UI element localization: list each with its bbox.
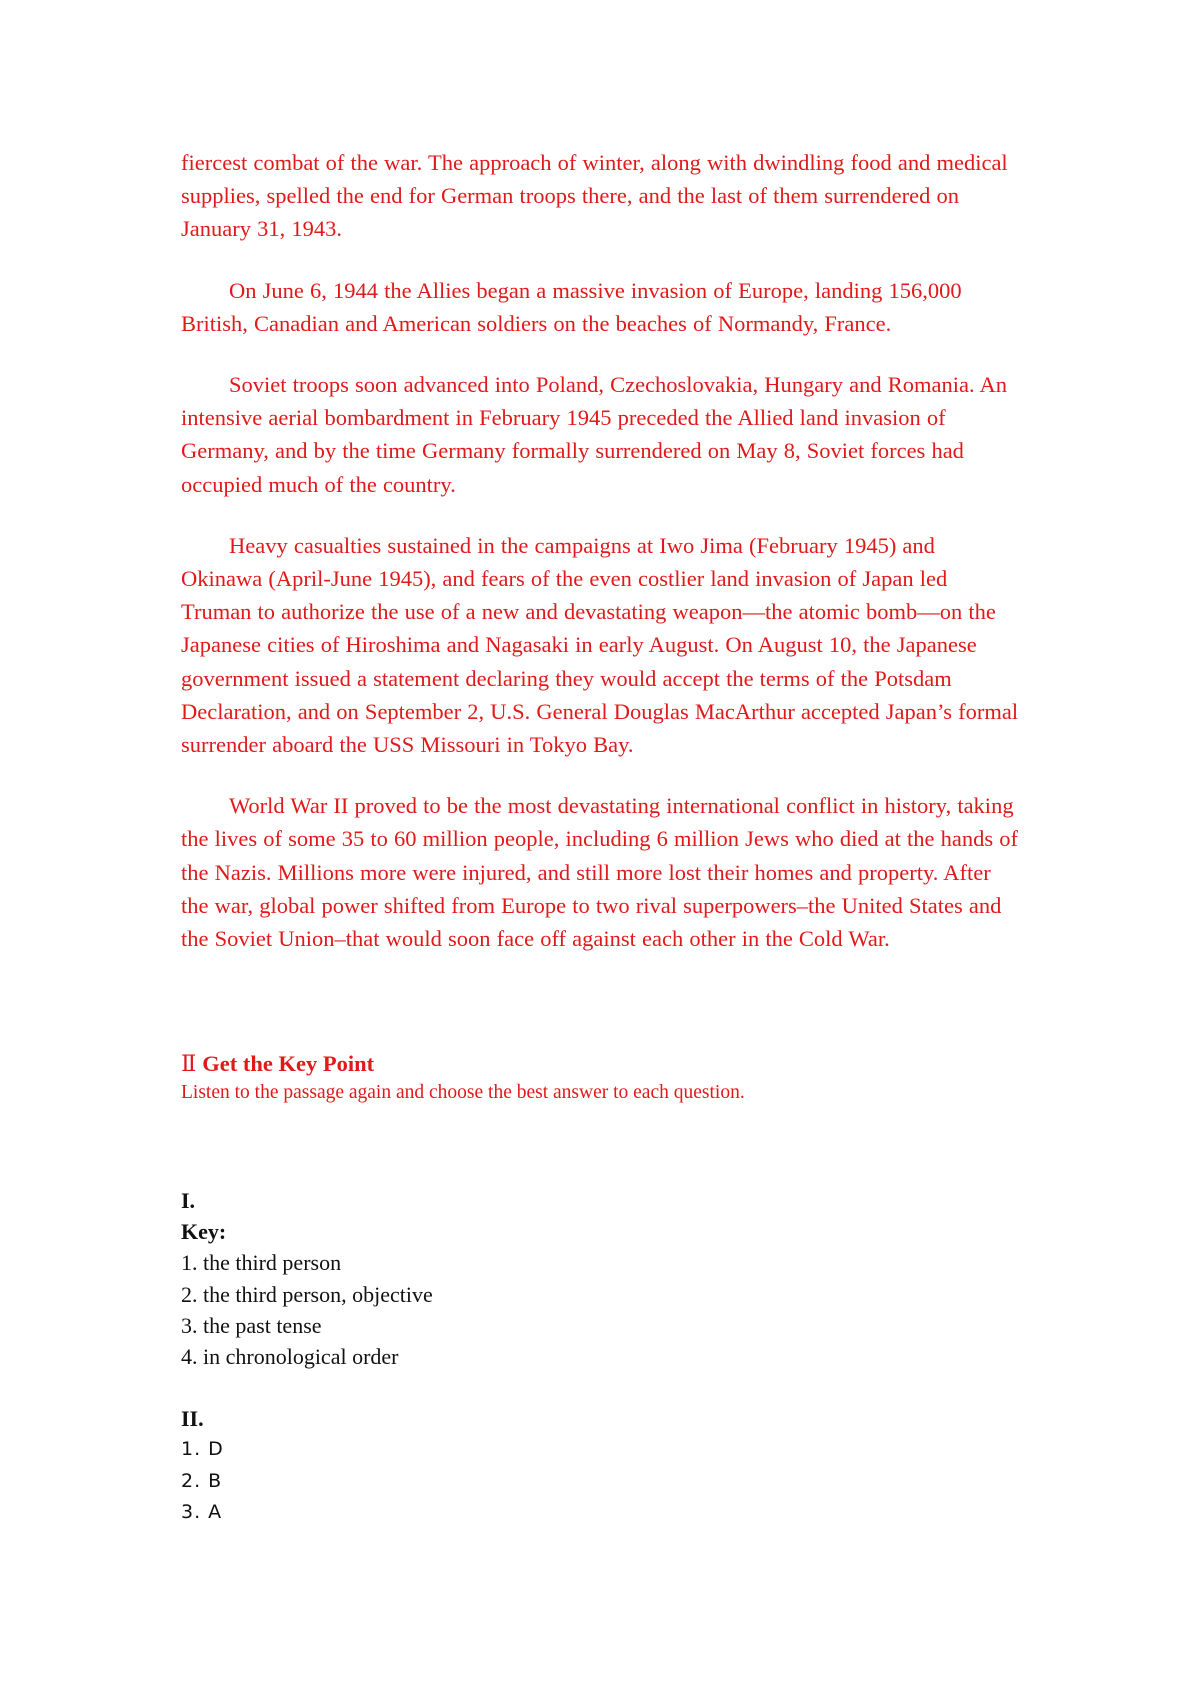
key-label: Key: (181, 1219, 227, 1245)
section-numeral: Ⅱ (181, 1051, 197, 1077)
answer-item: 1. D (181, 1438, 224, 1461)
passage-paragraph-5: World War II proved to be the most devastating international conflict in history, taking the lives of some 35 to 60 million people, including 6 million Jews who died at the hands of the Nazis. Millions more were injured, and still more lost their homes and property. After the war, global power shifted from Europe to two rival superpowers–the United States and the Soviet Union–that would soon face off against each other in the Cold War. (181, 793, 1019, 952)
answer-item: 3. A (181, 1501, 223, 1524)
key-item: 4. in chronological order (181, 1344, 399, 1370)
page-content (181, 146, 1021, 1528)
passage-paragraph-3: Soviet troops soon advanced into Poland, Czechoslovakia, Hungary and Romania. An intensive aerial bombardment in February 1945 preceded the Allied land invasion of Germany, and by the time Germany formally surrendered on May 8, Soviet forces had occupied much of the country. (181, 372, 1007, 497)
key-item: 1. the third person (181, 1250, 342, 1276)
passage-paragraph-2: On June 6, 1944 the Allies began a massive invasion of Europe, landing 156,000 British, Canadian and American soldiers on the beaches of Normandy, France. (181, 277, 962, 336)
section-instruction: Listen to the passage again and choose the best answer to each question. (181, 1082, 745, 1104)
answer-item: 2. B (181, 1469, 223, 1492)
passage-paragraph-1: fiercest combat of the war. The approach of winter, along with dwindling food and medical supplies, spelled the end for German troops there, and the last of them surrendered on January 31, 1943. (181, 150, 1008, 242)
part-1-heading: I. (181, 1188, 196, 1214)
key-item: 3. the past tense (181, 1312, 322, 1338)
section-title: Get the Key Point (202, 1051, 375, 1077)
passage-paragraph-4: Heavy casualties sustained in the campaigns at Iwo Jima (February 1945) and Okinawa (April-June 1945), and fears of the even costlier land invasion of Japan led Truman to authorize the use of a new and devastating weapon—the atomic bomb—on the Japanese cities of Hiroshima and Nagasaki in early August. On August 10, the Japanese government issued a statement declaring they would accept the terms of the Potsdam Declaration, and on September 2, U.S. General Douglas MacArthur accepted Japan’s formal surrender aboard the USS Missouri in Tokyo Bay. (181, 532, 1019, 758)
section-heading (181, 1049, 1021, 1079)
key-item: 2. the third person, objective (181, 1281, 433, 1307)
answer-key-part-1 (181, 1185, 1021, 1372)
part-2-heading: II. (181, 1406, 204, 1432)
answer-key-part-2 (181, 1403, 1021, 1528)
